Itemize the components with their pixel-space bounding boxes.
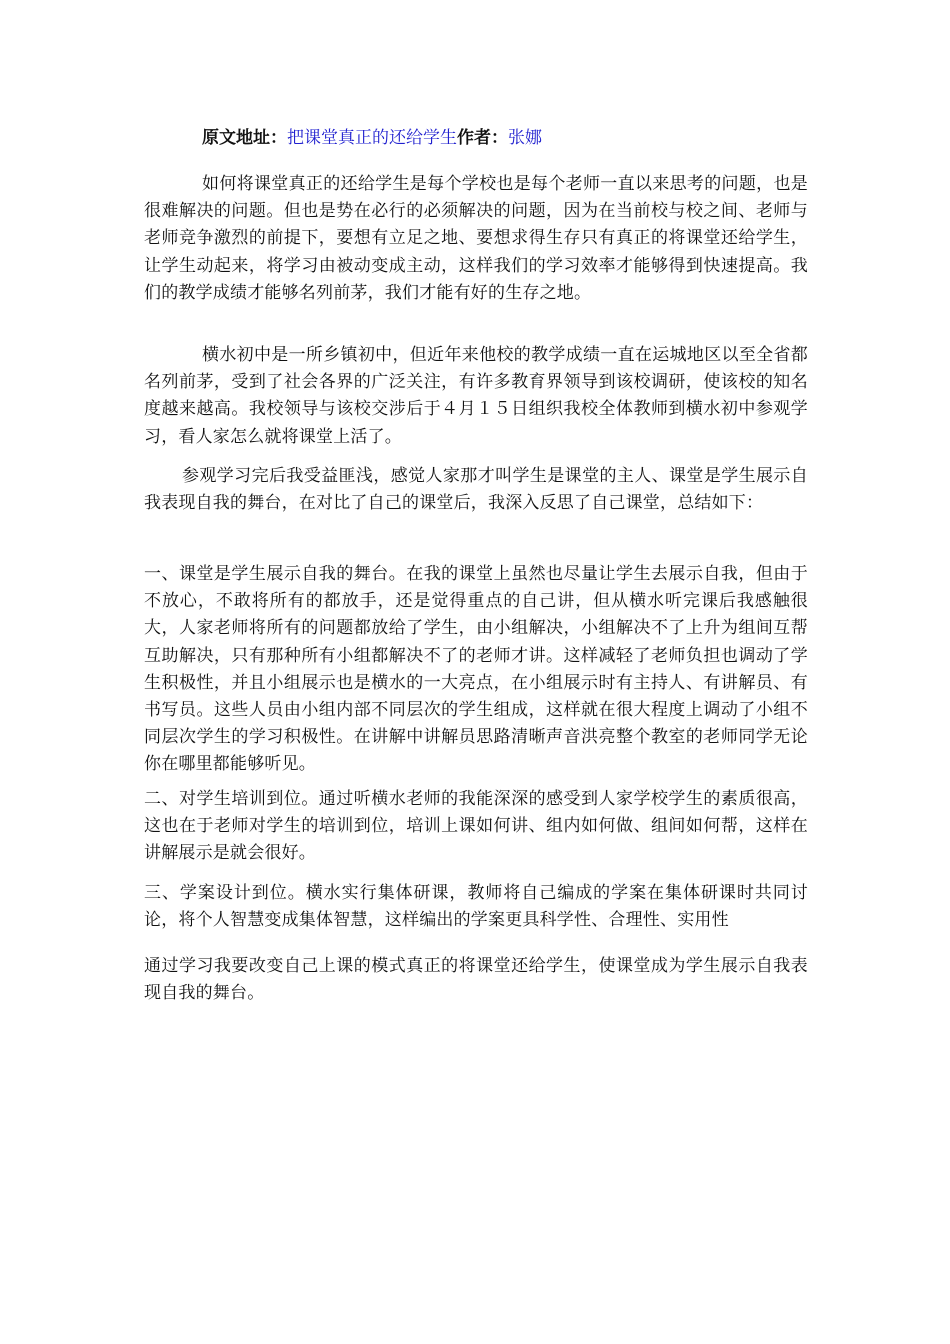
paragraph-conclusion: 通过学习我要改变自己上课的模式真正的将课堂还给学生，使课堂成为学生展示自我表现自我的舞台。 bbox=[144, 956, 808, 1004]
paragraph-hengshui: 横水初中是一所乡镇初中，但近年来他校的教学成绩一直在运城地区以至全省都名列前茅，受到了社会各界的广泛关注，有许多教育界领导到该校调研，使该校的知名度越来越高。我校领导与该校交涉后于４月１５日组织我校全体教师到横水初中参观学习，看人家怎么就将课堂上活了。 bbox=[144, 345, 808, 447]
author-name-link[interactable]: 张娜 bbox=[508, 128, 542, 148]
author-label: 作者： bbox=[457, 128, 508, 148]
source-label: 原文地址： bbox=[202, 128, 287, 148]
paragraph-reflection: 参观学习完后我受益匪浅，感觉人家那才叫学生是课堂的主人、课堂是学生展示自我表现自我的舞台，在对比了自己的课堂后，我深入反思了自己课堂，总结如下： bbox=[144, 466, 808, 514]
paragraph-intro: 如何将课堂真正的还给学生是每个学校也是每个老师一直以来思考的问题，也是很难解决的问题。但也是势在必行的必须解决的问题，因为在当前校与校之间、老师与老师竞争激烈的前提下，要想有立足之地、要想求得生存只有真正的将课堂还给学生，让学生动起来，将学习由被动变成主动，这样我们的学习效率才能够得到快速提高。我们的教学成绩才能够名列前茅，我们才能有好的生存之地。 bbox=[144, 174, 808, 303]
source-header bbox=[202, 124, 822, 152]
paragraph-point-two: 二、对学生培训到位。通过听横水老师的我能深深的感受到人家学校学生的素质很高，这也在于老师对学生的培训到位，培训上课如何讲、组内如何做、组间如何帮，这样在讲解展示是就会很好。 bbox=[144, 789, 808, 864]
paragraph-point-one: 一、课堂是学生展示自我的舞台。在我的课堂上虽然也尽量让学生去展示自我，但由于不放心，不敢将所有的都放手，还是觉得重点的自己讲，但从横水听完课后我感触很大，人家老师将所有的问题都放给了学生，由小组解决，小组解决不了上升为组间互帮互助解决，只有那种所有小组都解决不了的老师才讲。这样减轻了老师负担也调动了学生积极性，并且小组展示也是横水的一大亮点，在小组展示时有主持人、有讲解员、有书写员。这些人员由小组内部不同层次的学生组成，这样就在很大程度上调动了小组不同层次学生的学习积极性。在讲解中讲解员思路清晰声音洪亮整个教室的老师同学无论你在哪里都能够听见。 bbox=[144, 564, 808, 775]
paragraph-point-three: 三、学案设计到位。横水实行集体研课，教师将自己编成的学案在集体研课时共同讨论，将个人智慧变成集体智慧，这样编出的学案更具科学性、合理性、实用性 bbox=[144, 883, 808, 931]
source-title-link[interactable]: 把课堂真正的还给学生 bbox=[287, 128, 457, 148]
